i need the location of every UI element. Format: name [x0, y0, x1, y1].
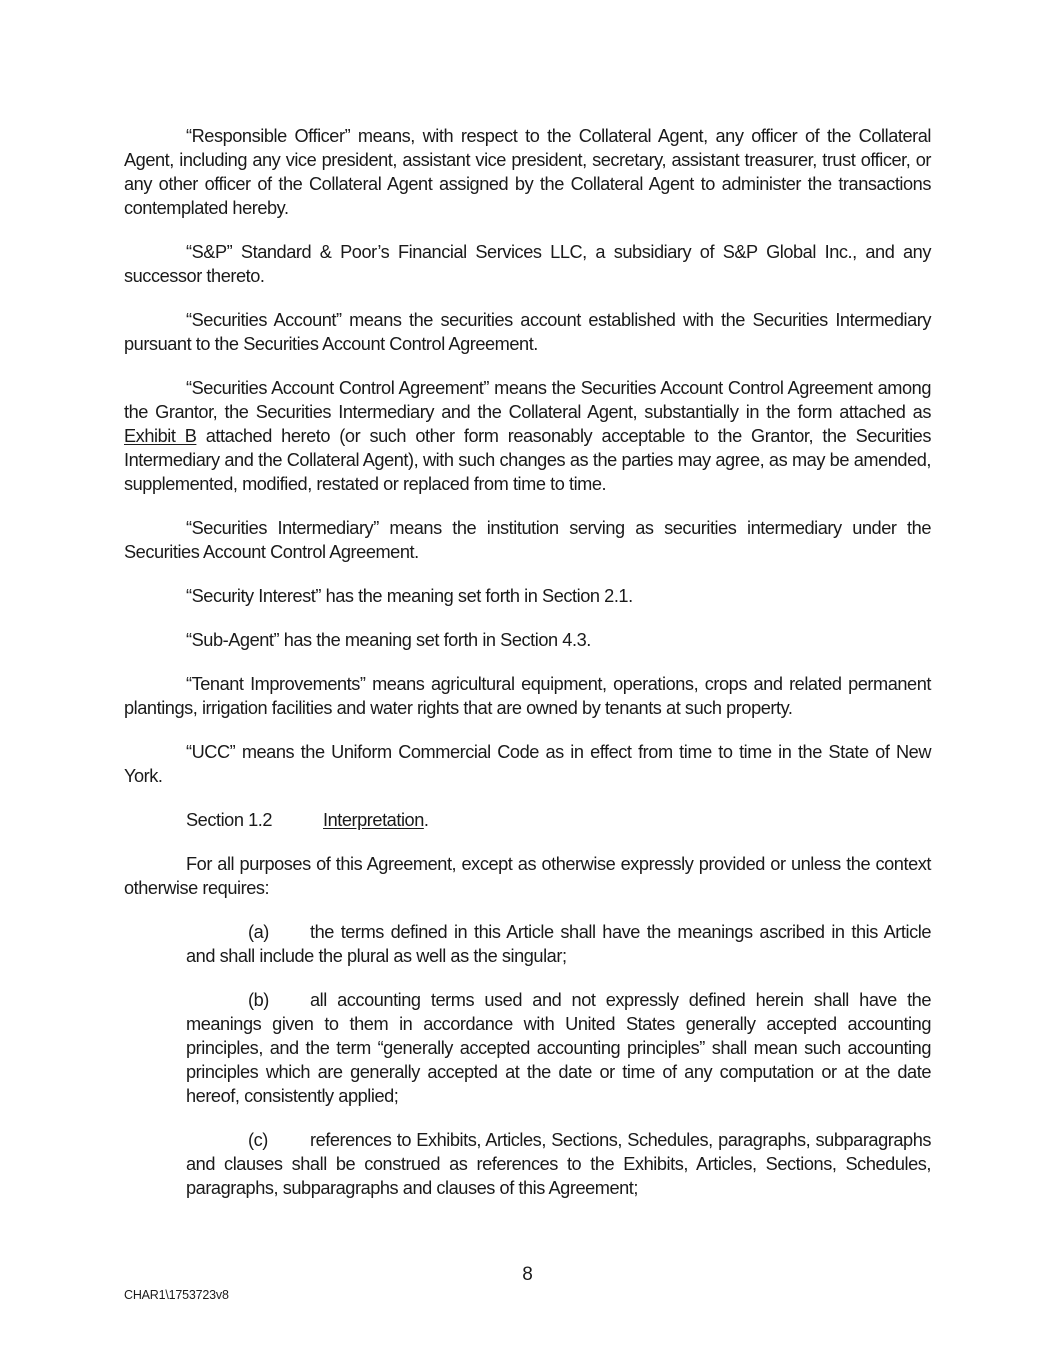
- definition-text: has the meaning set forth in Section 2.1.: [320, 586, 633, 606]
- clause-label: (a): [248, 922, 269, 942]
- definition-text: means the institution serving as securities intermediary under the Securities Account Control Agreement.: [124, 518, 931, 562]
- section-heading: [124, 808, 931, 832]
- definition-security-interest: [124, 584, 931, 608]
- definition-securities-account: [124, 308, 931, 356]
- definition-text: attached hereto (or such other form reasonably acceptable to the Grantor, the Securities Intermediary and the Collateral Agent), with such changes as the parties may agree, as may be amended, supplemented, modified, restated or replaced from time to time.: [124, 426, 931, 494]
- section-number: Section 1.2: [186, 810, 273, 830]
- clause-a: [186, 920, 931, 968]
- definition-securities-account-control-agreement: [124, 376, 931, 496]
- defined-term: “S&P”: [186, 242, 233, 262]
- clause-text: the terms defined in this Article shall have the meanings ascribed in this Article and shall include the plural as well as the singular;: [186, 922, 931, 966]
- clause-label: (c): [248, 1130, 268, 1150]
- definition-s-and-p: [124, 240, 931, 288]
- definition-sub-agent: [124, 628, 931, 652]
- definition-text: means, with respect to the Collateral Agent, any officer of the Collateral Agent, including any vice president, assistant vice president, secretary, assistant treasurer, trust officer, or any other officer of the Collateral Agent assigned by the Collateral Agent to administer the transactions contemplated hereby.: [124, 126, 932, 218]
- clause-text: references to Exhibits, Articles, Sections, Schedules, paragraphs, subparagraphs and clauses shall be construed as references to the Exhibits, Articles, Sections, Schedules, paragraphs, subparagraphs and clauses of this Agreement;: [186, 1130, 931, 1198]
- clause-b: [186, 988, 931, 1108]
- definition-ucc: [124, 740, 931, 788]
- interpretation-intro: For all purposes of this Agreement, except as otherwise expressly provided or unless the context otherwise requires:: [124, 854, 931, 898]
- clause-c: [186, 1128, 931, 1200]
- exhibit-b-link[interactable]: Exhibit B: [124, 426, 197, 446]
- document-id: CHAR1\1753723v8: [124, 1288, 229, 1302]
- defined-term: “Securities Intermediary”: [186, 518, 379, 538]
- page-number: 8: [522, 1264, 533, 1285]
- definition-text: has the meaning set forth in Section 4.3.: [279, 630, 591, 650]
- defined-term: “Securities Account”: [186, 310, 342, 330]
- definition-tenant-improvements: [124, 672, 931, 720]
- defined-term: “Tenant Improvements”: [186, 674, 366, 694]
- definition-text: means agricultural equipment, operations, crops and related permanent plantings, irrigation facilities and water rights that are owned by tenants at such property.: [124, 674, 931, 718]
- definition-text: means the Securities Account Control Agreement among the Grantor, the Securities Intermediary and the Collateral Agent, substantially in the form attached as: [124, 378, 931, 422]
- section-title-suffix: .: [423, 810, 429, 830]
- defined-term: “UCC”: [186, 742, 236, 762]
- definition-text: Standard & Poor’s Financial Services LLC, a subsidiary of S&P Global Inc., and any successor thereto.: [124, 242, 931, 286]
- definition-responsible-officer: [124, 124, 931, 220]
- definition-securities-intermediary: [124, 516, 931, 564]
- defined-term: “Securities Account Control Agreement”: [186, 378, 489, 398]
- defined-term: “Sub-Agent”: [186, 630, 280, 650]
- definition-text: means the Uniform Commercial Code as in effect from time to time in the State of New York.: [124, 742, 931, 786]
- document-page: [124, 124, 931, 1220]
- defined-term: “Responsible Officer”: [186, 126, 351, 146]
- clause-label: (b): [248, 990, 269, 1010]
- section-title: Interpretation: [323, 810, 424, 830]
- clause-text: all accounting terms used and not expressly defined herein shall have the meanings given to them in accordance with United States generally accepted accounting principles, and the term “generally accepted accounting principles” shall mean such accounting principles which are generally accepted at the date or time of any computation or at the date hereof, consistently applied;: [186, 990, 931, 1106]
- definition-text: means the securities account established with the Securities Intermediary pursuant to the Securities Account Control Agreement.: [124, 310, 932, 354]
- defined-term: “Security Interest”: [186, 586, 321, 606]
